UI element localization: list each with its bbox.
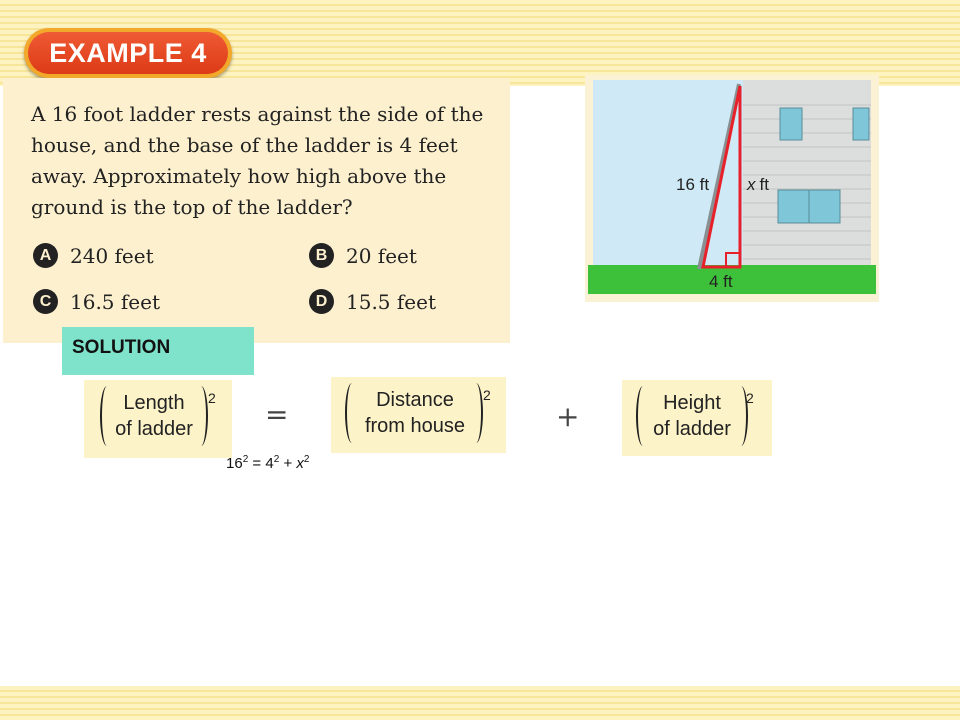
exponent: 2 [208, 390, 216, 406]
right-paren [469, 383, 483, 443]
choice-c [33, 289, 160, 314]
choice-a [33, 243, 154, 268]
eq-term-b: 4 [265, 455, 274, 472]
term-line-2: of ladder [653, 418, 731, 440]
right-paren [194, 386, 208, 446]
word-term-distance [331, 377, 506, 453]
eq-exp-c: 2 [303, 454, 310, 465]
eq-term-c: x [296, 455, 304, 472]
eq-term-a: 16 [226, 455, 243, 472]
choice-c-text: 16.5 feet [70, 289, 160, 314]
term-line-1: Length [123, 392, 185, 414]
base-label: 4 ft [709, 272, 733, 291]
bottom-stripe-band [0, 686, 960, 720]
choice-b-text: 20 feet [346, 243, 417, 268]
pythagorean-equation [226, 454, 309, 472]
exponent: 2 [483, 387, 491, 403]
plus-sign: + [556, 400, 580, 433]
term-line-1: Distance [376, 389, 454, 411]
equals-sign: = [265, 398, 289, 431]
window-top-right [853, 108, 869, 140]
word-term-length [84, 380, 232, 458]
ladder-figure [585, 75, 879, 302]
choice-a-letter: A [33, 243, 58, 268]
problem-panel [3, 78, 510, 343]
window-top-left [780, 108, 802, 140]
term-line-2: of ladder [115, 418, 193, 440]
hypotenuse-label: 16 ft [676, 175, 710, 194]
ladder-illustration [585, 75, 879, 302]
eq-exp-b: 2 [273, 454, 280, 465]
term-words [640, 390, 744, 442]
choice-d-text: 15.5 feet [346, 289, 436, 314]
term-words [104, 390, 204, 442]
term-line-1: Height [663, 392, 721, 414]
exponent: 2 [746, 390, 754, 406]
term-line-2: from house [364, 415, 466, 437]
height-unit: ft [759, 175, 769, 194]
solution-label: SOLUTION [62, 327, 254, 375]
example-badge [24, 28, 232, 78]
term-words [349, 387, 481, 439]
word-term-height [622, 380, 772, 456]
example-badge-label: EXAMPLE 4 [28, 32, 228, 74]
choice-d [309, 289, 436, 314]
eq-plus: + [283, 455, 293, 472]
choice-c-letter: C [33, 289, 58, 314]
choice-a-text: 240 feet [70, 243, 154, 268]
height-variable: x [747, 175, 756, 194]
choice-b-letter: B [309, 243, 334, 268]
choice-d-letter: D [309, 289, 334, 314]
eq-exp-a: 2 [242, 454, 249, 465]
choice-b [309, 243, 417, 268]
problem-text: A 16 foot ladder rests against the side of the house, and the base of the ladder is 4 feet away. Approximately how high above the ground is the top of the ladder? [31, 102, 484, 219]
eq-equals: = [252, 455, 262, 472]
